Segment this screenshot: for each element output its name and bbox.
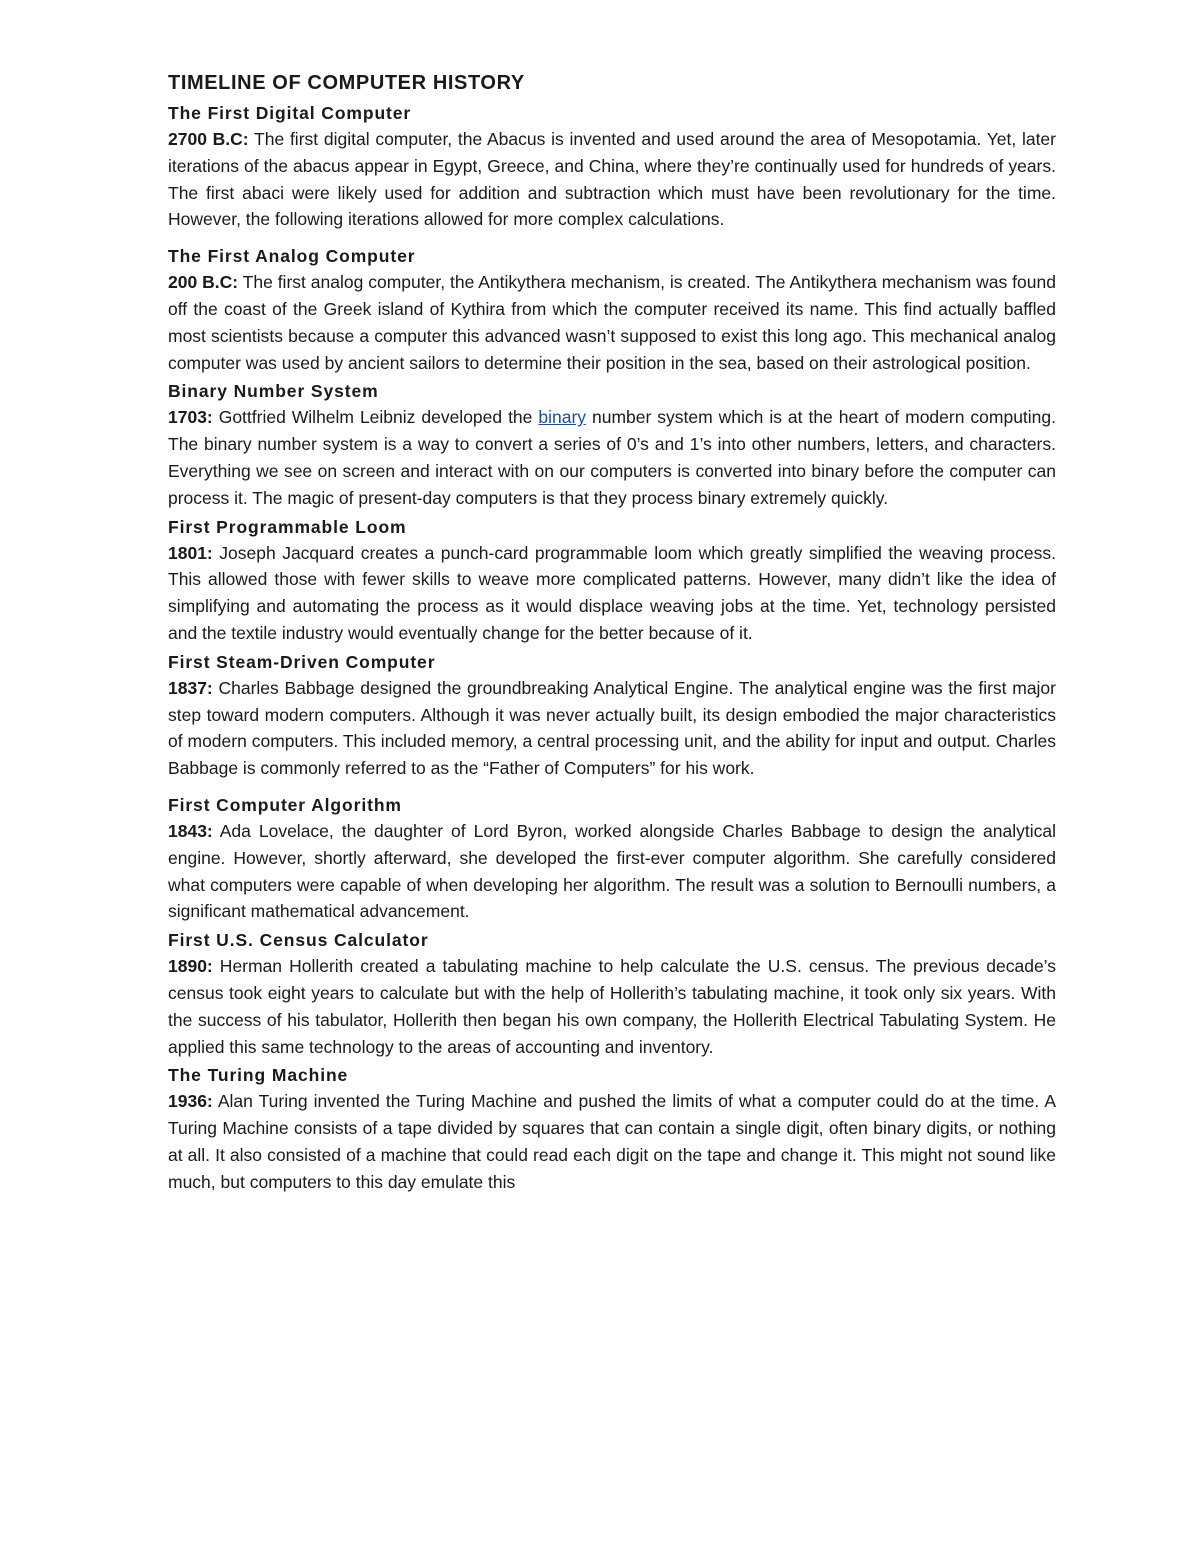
section-year: 1837: <box>168 677 213 698</box>
section-year: 1936: <box>168 1091 213 1112</box>
section-first-digital-computer <box>168 100 1056 233</box>
section-year: 1801: <box>168 542 213 563</box>
binary-link[interactable]: binary <box>538 407 587 428</box>
section-text: Herman Hollerith created a tabulating machine to help calculate the U.S. census. The previous decade’s census took eight years to calculate but with the help of Hollerith’s tabulating machine, it took only six years. With the success of his tabulator, Hollerith then began his own company, the Hollerith Electrical Tabulating System. He applied this same technology to the areas of accounting and inventory. <box>168 956 1056 1057</box>
section-body <box>168 818 1056 925</box>
section-heading: First Programmable Loom <box>168 516 407 537</box>
section-body <box>168 126 1056 233</box>
section-text: Joseph Jacquard creates a punch-card programmable loom which greatly simplified the weaving process. This allowed those with fewer skills to weave more complicated patterns. However, many didn’t like the idea of simplifying and automating the process as it would displace weaving jobs at the time. Yet, technology persisted and the textile industry would eventually change for the better because of it. <box>168 542 1056 643</box>
section-heading: First Steam-Driven Computer <box>168 651 436 672</box>
section-heading: Binary Number System <box>168 381 379 402</box>
section-body <box>168 540 1056 647</box>
section-text: The first digital computer, the Abacus is invented and used around the area of Mesopotamia. Yet, later iterations of the abacus appear in Egypt, Greece, and China, where they’re continually used for hundreds of years. The first abaci were likely used for addition and subtraction which must have been revolutionary for the time. However, the following iterations allowed for more complex calculations. <box>168 129 1056 230</box>
section-first-computer-algorithm <box>168 792 1056 925</box>
section-text: The first analog computer, the Antikythera mechanism, is created. The Antikythera mechanism was found off the coast of the Greek island of Kythira from which the computer received its name. This find actually baffled most scientists because a computer this advanced wasn’t supposed to exist this long ago. This mechanical analog computer was used by ancient sailors to determine their position in the sea, based on their astrological position. <box>168 272 1056 373</box>
section-heading: The Turing Machine <box>168 1065 349 1086</box>
section-text-after-link: number system which is at the heart of modern computing. The binary number system is a way to convert a series of 0’s and 1’s into other numbers, letters, and characters. Everything we see on screen and interact with on our computers is converted into binary before the computer can process it. The magic of present-day computers is that they process binary extremely quickly. <box>168 407 1057 508</box>
section-text-before-link: Gottfried Wilhelm Leibniz developed the <box>212 407 539 428</box>
section-heading: First U.S. Census Calculator <box>168 930 429 951</box>
section-body <box>168 953 1056 1060</box>
section-body <box>168 1088 1056 1195</box>
section-year: 200 B.C: <box>168 272 239 293</box>
section-year: 1843: <box>168 820 213 841</box>
section-first-analog-computer <box>168 243 1056 376</box>
section-text: Charles Babbage designed the groundbreaking Analytical Engine. The analytical engine was the first major step toward modern computers. Although it was never actually built, its design embodied the major characteristics of modern computers. This included memory, a central processing unit, and the ability for input and output. Charles Babbage is commonly referred to as the “Father of Computers” for his work. <box>168 677 1056 779</box>
document-title: TIMELINE OF COMPUTER HISTORY <box>168 72 525 94</box>
section-text: Alan Turing invented the Turing Machine and pushed the limits of what a computer could do at the time. A Turing Machine consists of a tape divided by squares that can contain a single digit, often binary digits, or nothing at all. It also consisted of a machine that could read each digit on the tape and change it. This might not sound like much, but computers to this day emulate this <box>168 1091 1056 1192</box>
section-year: 1703: <box>168 407 213 428</box>
document-page <box>168 68 1056 1196</box>
section-first-programmable-loom <box>168 514 1056 647</box>
section-heading: First Computer Algorithm <box>168 794 402 815</box>
section-body <box>168 269 1056 376</box>
section-text: Ada Lovelace, the daughter of Lord Byron, worked alongside Charles Babbage to design the analytical engine. However, shortly afterward, she developed the first-ever computer algorithm. She carefully considered what computers were capable of when developing her algorithm. The result was a solution to Bernoulli numbers, a significant mathematical advancement. <box>168 820 1056 922</box>
section-heading: The First Analog Computer <box>168 246 416 267</box>
section-first-us-census-calculator <box>168 927 1056 1060</box>
section-first-steam-driven-computer <box>168 649 1056 782</box>
section-body <box>168 675 1056 782</box>
section-year: 1890: <box>168 956 213 977</box>
section-body <box>168 404 1056 511</box>
section-year: 2700 B.C: <box>168 129 249 149</box>
section-binary-number-system <box>168 378 1056 511</box>
section-heading: The First Digital Computer <box>168 103 412 123</box>
section-the-turing-machine <box>168 1062 1056 1195</box>
